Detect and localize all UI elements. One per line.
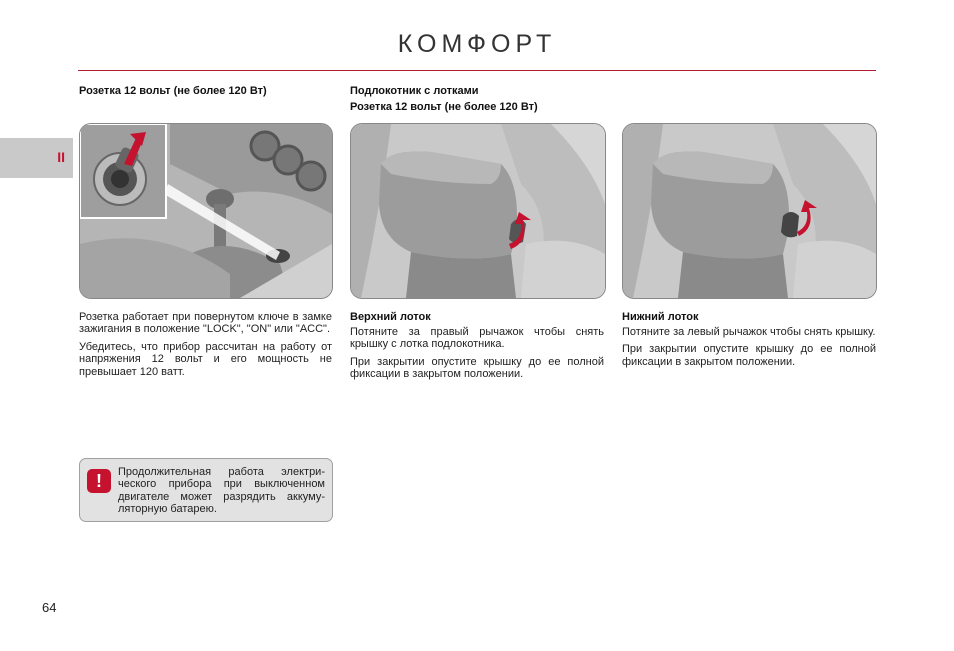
right-paragraph-2: При закрытии опустите крышку до ее полной фиксации в закрытом положении. <box>622 343 876 368</box>
photo-armrest-upper-tray <box>350 123 606 299</box>
chapter-tab <box>0 138 73 178</box>
middle-body-text <box>350 326 604 386</box>
middle-paragraph-1: Потяните за правый рычажок чтобы снять крышку с лотка подлокотника. <box>350 326 604 351</box>
title-rule <box>78 70 876 71</box>
middle-heading-2: Розетка 12 вольт (не более 120 Вт) <box>350 101 538 113</box>
left-body-text <box>79 311 332 383</box>
middle-heading-1: Подлокотник с лотками <box>350 85 479 97</box>
page-title: КОМФОРТ <box>397 30 557 58</box>
chapter-label: II <box>57 149 65 165</box>
middle-subheading: Верхний лоток <box>350 311 431 323</box>
page-number: 64 <box>42 600 57 615</box>
left-heading: Розетка 12 вольт (не более 120 Вт) <box>79 85 267 97</box>
right-paragraph-1: Потяните за левый рычажок чтобы снять крышку. <box>622 326 876 338</box>
exclamation-icon: ! <box>87 469 111 493</box>
photo-armrest-lower-tray <box>622 123 877 299</box>
middle-paragraph-2: При закрытии опустите крышку до ее полной фиксации в закрытом положении. <box>350 355 604 381</box>
left-paragraph-2: Убедитесь, что прибор рассчитан на работу от напряжения 12 вольт и его мощность не превышает 120 ватт. <box>79 340 332 378</box>
warning-text: Продолжительная работа электри-ческого прибора при выключенном двигателе может разрядить аккуму-ляторную батарею. <box>118 466 325 515</box>
right-subheading: Нижний лоток <box>622 311 699 323</box>
warning-box <box>79 458 333 522</box>
left-paragraph-1: Розетка работает при повернутом ключе в замке зажигания в положение "LOCK", "ON" или "ACC". <box>79 311 332 336</box>
photo-power-socket <box>79 123 333 299</box>
right-body-text <box>622 326 876 373</box>
